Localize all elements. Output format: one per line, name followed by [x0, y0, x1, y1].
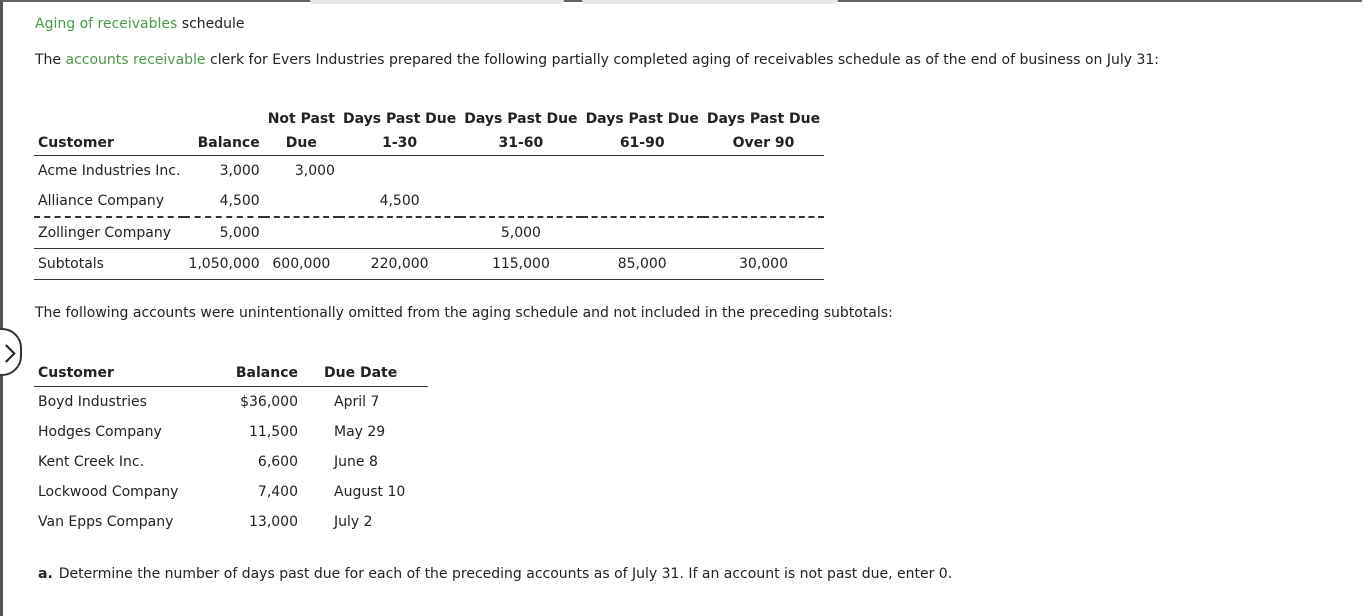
omitted-accounts-note: The following accounts were unintentionally omitted from the aging schedule and not included in the preceding subtotals:	[35, 305, 893, 321]
table-row	[34, 477, 428, 507]
due-date-cell: August 10	[334, 484, 406, 500]
subtotals-row	[34, 249, 824, 280]
column-header: Over 90	[703, 131, 824, 156]
column-header: Days Past Due	[706, 111, 821, 127]
column-header: Customer	[34, 360, 224, 387]
customer-cell: Boyd Industries	[38, 394, 147, 410]
table-row	[34, 387, 428, 418]
column-header: Due	[264, 131, 339, 156]
glossary-term-link[interactable]: accounts receivable	[65, 52, 206, 68]
days-31-60-cell	[460, 156, 581, 187]
question-text: Determine the number of days past due for each of the preceding accounts as of July 31. If an account is not past due, enter 0.	[58, 566, 953, 582]
not-past-due-cell: 3,000	[294, 163, 335, 179]
column-header: Days Past Due	[585, 111, 699, 127]
table-row	[34, 156, 824, 187]
days-over-90-cell	[703, 217, 824, 249]
balance-cell: 13,000	[249, 514, 298, 530]
column-header: 1-30	[339, 131, 460, 156]
days-1-30-cell	[339, 217, 460, 249]
customer-cell: Zollinger Company	[34, 217, 184, 249]
balance-cell: 3,000	[219, 163, 260, 179]
customer-cell: Kent Creek Inc.	[38, 454, 145, 470]
column-header: Balance	[224, 360, 302, 387]
balance-cell: 4,500	[184, 186, 263, 217]
column-header: 61-90	[582, 131, 703, 156]
customer-cell: Alliance Company	[34, 186, 184, 217]
days-1-30-cell	[339, 156, 460, 187]
table-row	[34, 217, 824, 249]
column-header	[184, 107, 263, 131]
page-title	[35, 16, 245, 32]
due-date-cell: July 2	[334, 514, 373, 530]
due-date-cell: April 7	[334, 394, 380, 410]
intro-paragraph	[35, 52, 1159, 68]
days-61-90-cell	[582, 217, 703, 249]
customer-cell: Acme Industries Inc.	[38, 163, 181, 179]
days-over-90-cell	[703, 156, 824, 187]
balance-cell: 7,400	[257, 484, 298, 500]
aging-schedule-table	[34, 107, 824, 280]
balance-cell: 1,050,000	[184, 249, 263, 280]
balance-cell: 5,000	[184, 217, 263, 249]
days-over-90-cell: 30,000	[703, 249, 824, 280]
top-tab[interactable]	[310, 0, 564, 4]
not-past-due-cell	[264, 217, 339, 249]
intro-before: The	[35, 52, 66, 68]
customer-cell: Van Epps Company	[38, 514, 174, 530]
days-over-90-cell	[703, 186, 824, 217]
balance-cell: $36,000	[240, 394, 298, 410]
days-31-60-cell	[460, 186, 581, 217]
customer-cell: Hodges Company	[38, 424, 162, 440]
column-header	[34, 107, 184, 131]
days-61-90-cell: 85,000	[582, 249, 703, 280]
days-1-30-cell: 220,000	[339, 249, 460, 280]
days-1-30-cell: 4,500	[339, 186, 460, 217]
title-rest: schedule	[177, 16, 245, 32]
column-header: Due Date	[302, 360, 428, 387]
question-a	[38, 566, 952, 582]
intro-after: clerk for Evers Industries prepared the following partially completed aging of receivables schedule as of the end of business on July 31:	[205, 52, 1159, 68]
column-header: Days Past Due	[464, 111, 578, 127]
customer-cell: Subtotals	[34, 249, 184, 280]
column-header: Days Past Due	[342, 111, 457, 127]
column-header: Not Past	[267, 111, 335, 127]
question-label: a.	[38, 566, 53, 582]
balance-cell: 11,500	[249, 424, 298, 440]
column-header: Balance	[184, 131, 263, 156]
not-past-due-cell	[264, 186, 339, 217]
due-date-cell: June 8	[334, 454, 378, 470]
days-31-60-cell: 115,000	[460, 249, 581, 280]
not-past-due-cell: 600,000	[264, 249, 339, 280]
glossary-term-link[interactable]: Aging of receivables	[35, 16, 178, 32]
header-row	[34, 131, 824, 156]
column-header: Customer	[34, 131, 184, 156]
table-row	[34, 507, 428, 537]
header-row	[34, 107, 824, 131]
table-row	[34, 417, 428, 447]
days-31-60-cell: 5,000	[460, 217, 581, 249]
table-row	[34, 447, 428, 477]
column-header: 31-60	[460, 131, 581, 156]
top-tab[interactable]	[582, 0, 838, 4]
table-row	[34, 186, 824, 217]
balance-cell: 6,600	[257, 454, 298, 470]
chevron-right-icon	[0, 344, 16, 362]
days-61-90-cell	[582, 156, 703, 187]
customer-cell: Lockwood Company	[38, 484, 179, 500]
due-date-cell: May 29	[334, 424, 386, 440]
days-61-90-cell	[582, 186, 703, 217]
header-row	[34, 360, 428, 387]
omitted-accounts-table	[34, 360, 428, 537]
